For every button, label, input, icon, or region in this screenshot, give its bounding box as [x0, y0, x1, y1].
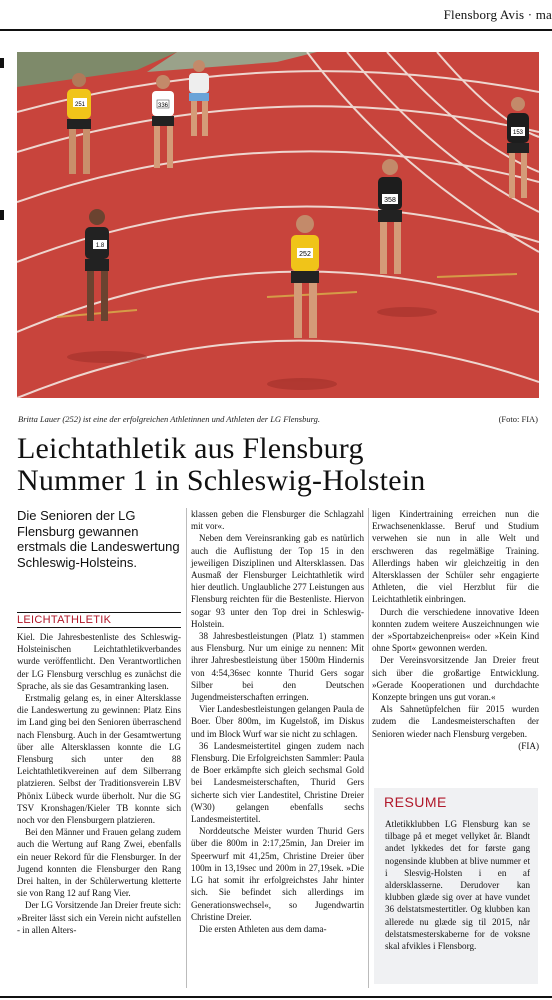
paragraph: Bei den Männer und Frauen gelang zudem auch die Wertung auf Rang Zwei, ebenfalls ein neuer Rekord für die Flensburger. In der Jugend konnten die Flensburger den Rang Drei halten, in der Schülerwertung kletterte sie von Rang 12 auf Rang Vier.: [17, 827, 181, 899]
article-column-2: [191, 508, 364, 935]
footer-rule: [0, 996, 552, 998]
photo-credit: (Foto: FIA): [498, 414, 538, 424]
bib-number: 336: [157, 103, 169, 109]
resume-box: [374, 788, 538, 984]
header-rule: [0, 29, 552, 31]
headline: [17, 433, 537, 497]
article-photo: [17, 52, 539, 398]
margin-mark: [0, 210, 4, 220]
bib-number: 153: [512, 130, 524, 136]
headline-line: Leichtathletik aus Flensburg: [17, 432, 364, 465]
paragraph: Der Vereinsvorsitzende Jan Dreier freut sich über die großartige Entwicklung. »Gerade Kooperationen und durchdachte Konzepte bringen uns gut voran.«: [372, 655, 539, 703]
paragraph: Norddeutsche Meister wurden Thurid Gers über die 800m in 2:17,25min, Jan Dreier im Speerwurf mit 41,25m, Christine Dreier über 100m in 13,19sec und 200m in 27,19sek. »Die LG hat somit ihr erfolgreichstes Jahr hinter sich. Sie befindet sich allerdings im Generationswechsel«, so Jugendwartin Christine Dreier.: [191, 826, 364, 922]
paragraph: Durch die verschiedene innovative Ideen konnten zudem weitere Auszeichnungen wie der »Sportabzeichenpreis« oder »Kein Kind ohne Sport« gewonnen werden.: [372, 606, 539, 654]
paragraph: Vier Landesbestleistungen gelangen Paula de Boer. Über 800m, im Kugelstoß, im Diskus und im Block Wurf war sie nicht zu schlagen.: [191, 704, 364, 739]
paragraph: 38 Jahresbestleistungen (Platz 1) stammen aus Flensburg. Nur um einige zu nennen: Mit ihrer Jahresbestleistung über 1500m Hindernis von 4:54,36sec konnte Thurid Gers sogar Silber bei den Deutschen Jugendmeisterschaften erringen.: [191, 631, 364, 703]
article-lede: Die Senioren der LG Flensburg gewannen erstmals die Landeswertung Schleswig-Holsteins.: [17, 508, 180, 570]
paragraph: Als Sahnetüpfelchen für 2015 wurden zudem die Landesmeisterschaften der Senioren wieder nach Flensburg vergeben.: [372, 704, 539, 739]
author-signature: (FIA): [518, 740, 539, 751]
photo-caption: Britta Lauer (252) ist eine der erfolgreichen Athletinnen und Athleten der LG Flensburg.: [18, 414, 320, 424]
bib-number: 252: [299, 251, 311, 258]
paragraph: Der LG Vorsitzende Jan Dreier freute sich: »Breiter lässt sich ein Verein nicht aufstellen - in allen Alters-: [17, 900, 181, 935]
margin-mark: [0, 58, 4, 68]
bib-number: 358: [384, 197, 396, 204]
article-column-3: [372, 508, 539, 752]
paragraph: Neben dem Vereinsranking gab es natürlich auch die Auflistung der Top 15 in den jeweiligen Disziplinen und Altersklassen. Das Ausmaß der Flensburger Leichtathletik wird hier deutlich. Unglaubliche 277 Leistungen aus Flensburg reichten für die Bestenliste. Hiervon sogar 93 unter den Top drei in Schleswig-Holstein.: [191, 533, 364, 629]
column-divider: [186, 508, 187, 988]
paragraph: ligen Kindertraining erreichen nun die Erwachsenenklasse. Beruf und Studium verwehen sie nun in alle Welt und erschweren das regelmäßige Training. Allerdings haben wir gleichzeitig in den Altersklassen der Schüler sehr engagierte Athleten, die viel Herzblut für die Leichtathletik einbringen.: [372, 509, 539, 605]
paragraph: Erstmalig gelang es, in einer Altersklasse die Landeswertung zu gewinnen: Platz Eins im Land ging bei den Senioren überraschend nach Flensburg. Auch in der Gesamtwertung über alle Altersklassen konnte die LG Flensburg sich unter den 88 Leichtathletikvereinen auf dem Silberrang platzieren. Selbst der Traditionsverein LBV Phönix Lübeck wurde überholt. Nur die SG TSV Kronshagen/Kieler TB konnte sich noch vor den Flensburgern platzieren.: [17, 693, 181, 826]
paragraph: 36 Landesmeistertitel gingen zudem nach Flensburg. Die Erfolgreichsten Sammler: Paula de Boer erkämpfte sich gleich sechsmal Gold bei Landesmeisterschaften, Thurid Gers sicherte sich vier Landestitel, Christine Dreier (W30) gelangen ebenfalls sechs Landesmeistertitel.: [191, 740, 364, 825]
page-header: [0, 0, 552, 30]
paragraph: klassen geben die Flensburger die Schlagzahl mit vor«.: [191, 509, 364, 532]
bib-number: 251: [74, 102, 86, 108]
publication-name: Flensborg Avis · ma: [443, 7, 552, 22]
paragraph: Kiel. Die Jahresbestenliste des Schleswig-Holsteinischen Leichtathletikverbandes wurde veröffentlicht. Den Verantwortlichen der LG Flensburg verschlug es zunächst die Sprache, als sie das Gesamtranking lasen.: [17, 632, 181, 691]
bib-number: 1.8: [95, 243, 105, 249]
column-divider: [368, 508, 369, 988]
headline-line: Nummer 1 in Schleswig-Holstein: [17, 464, 426, 497]
resume-title: RESUME: [384, 794, 447, 810]
paragraph: Die ersten Athleten aus dem dama-: [199, 923, 327, 934]
resume-text: Atletikklubben LG Flensburg kan se tilbage på et meget vellyket år. Blandt andet lykkedes det for første gang nogensinde klubben at blive nummer et i Slesvig-Holsten i en af aldersklasserne. Derudover kan klubben glæde sig over at have vundet 36 delstatsmestertitler. Og klubben kan allerede nu glæde sig til 2015, når delstatsmesterskaberne for de voksne skal afvikles i Flensborg.: [385, 819, 530, 952]
section-kicker: LEICHTATHLETIK: [17, 612, 181, 628]
article-column-1: [17, 631, 181, 936]
